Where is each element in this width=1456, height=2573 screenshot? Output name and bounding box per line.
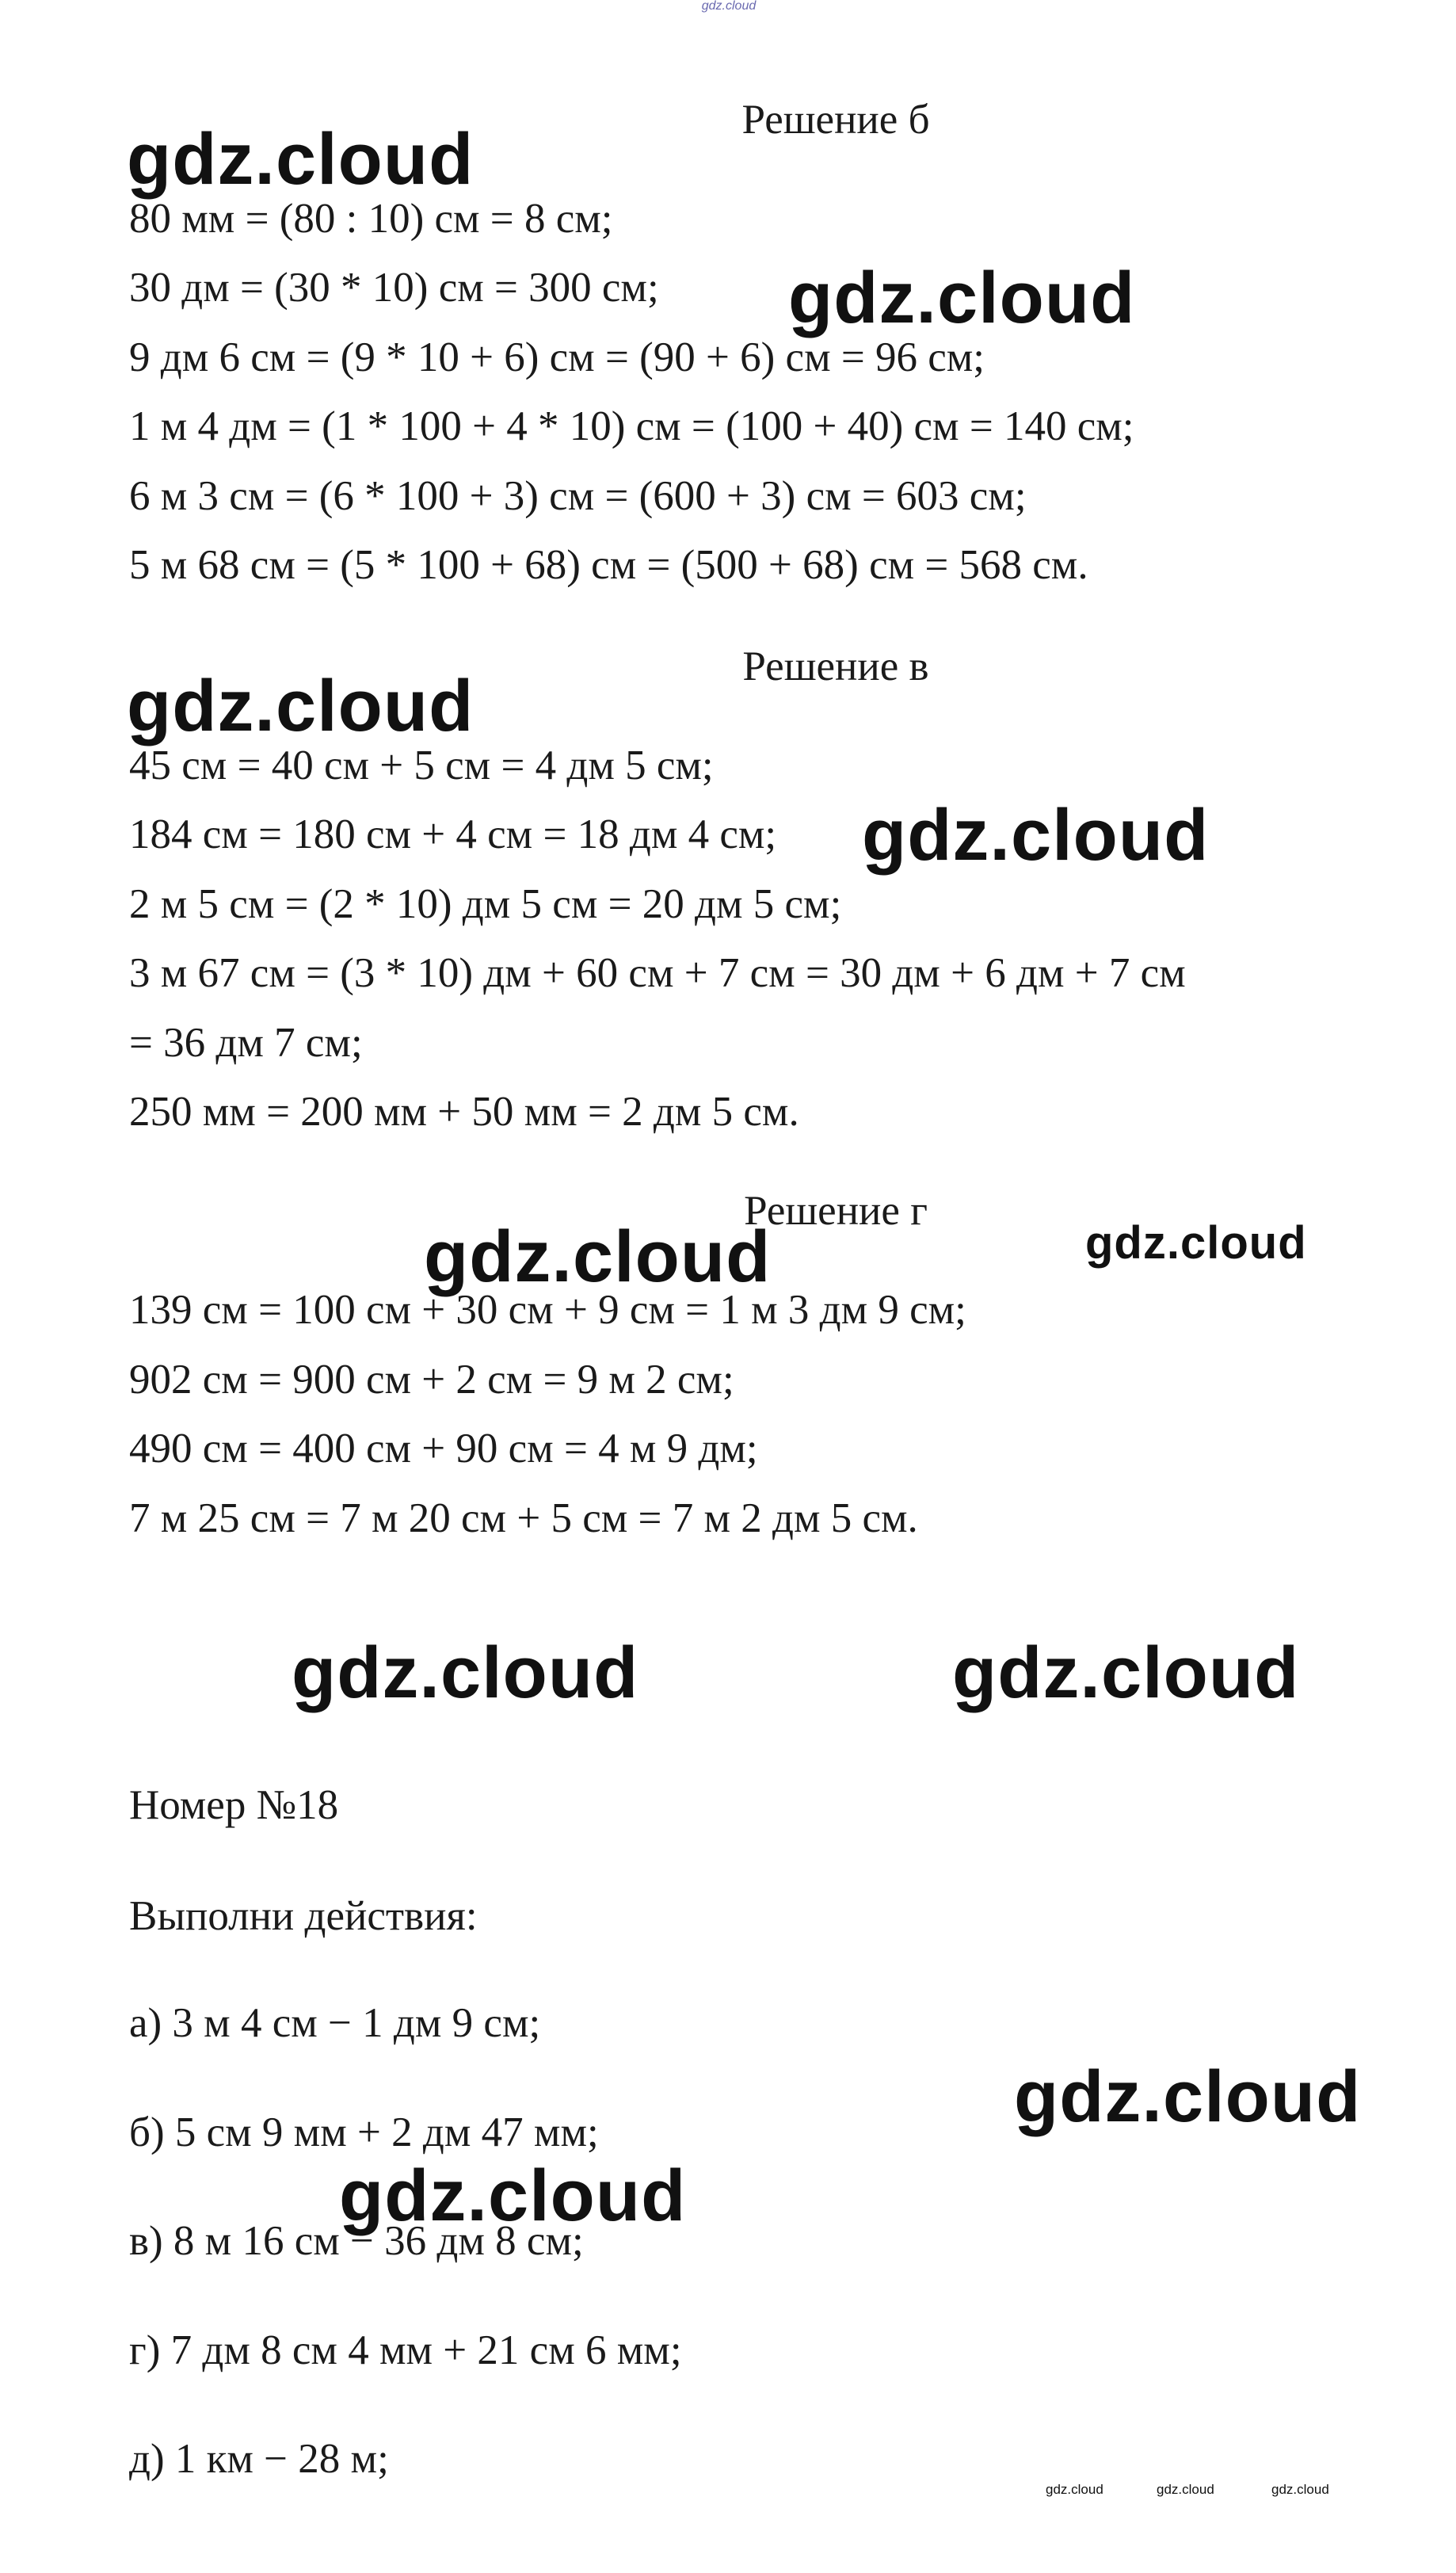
watermark: gdz.cloud	[1046, 2482, 1103, 2497]
solution-b-line: 1 м 4 дм = (1 * 100 + 4 * 10) см = (100 + 40) см = 140 см;	[129, 403, 1134, 449]
solution-b-line: 9 дм 6 см = (9 * 10 + 6) см = (90 + 6) см = 96 см;	[129, 334, 985, 380]
task-number: Номер №18	[129, 1782, 339, 1828]
watermark: gdz.cloud	[339, 2155, 687, 2236]
task-item: в) 8 м 16 см − 36 дм 8 см;	[129, 2218, 584, 2264]
watermark: gdz.cloud	[1014, 2056, 1362, 2137]
solution-g-line: 7 м 25 см = 7 м 20 см + 5 см = 7 м 2 дм 5 см.	[129, 1495, 918, 1541]
task-item: б) 5 см 9 мм + 2 дм 47 мм;	[129, 2109, 599, 2155]
watermark: gdz.cloud	[1085, 1217, 1307, 1269]
task-instruction: Выполни действия:	[129, 1893, 478, 1939]
task-item: д) 1 км − 28 м;	[129, 2436, 389, 2482]
watermark: gdz.cloud	[952, 1632, 1300, 1713]
watermark: gdz.cloud	[127, 119, 475, 200]
solution-b-line: 80 мм = (80 : 10) см = 8 см;	[129, 196, 613, 242]
solution-b-line: 30 дм = (30 * 10) см = 300 см;	[129, 265, 659, 311]
solution-v-line: 45 см = 40 см + 5 см = 4 дм 5 см;	[129, 743, 714, 788]
solution-b-heading: Решение б	[741, 97, 930, 143]
header-watermark: gdz.cloud	[701, 0, 757, 13]
solution-v-heading: Решение в	[742, 643, 929, 689]
task-item: г) 7 дм 8 см 4 мм + 21 см 6 мм;	[129, 2327, 682, 2373]
solution-v-line: 2 м 5 см = (2 * 10) дм 5 см = 20 дм 5 см;	[129, 881, 842, 927]
solution-b-line: 6 м 3 см = (6 * 100 + 3) см = (600 + 3) см = 603 см;	[129, 473, 1027, 519]
watermark: gdz.cloud	[292, 1632, 639, 1713]
watermark: gdz.cloud	[788, 258, 1136, 338]
solution-g-heading: Решение г	[744, 1188, 928, 1234]
task-item: а) 3 м 4 см − 1 дм 9 см;	[129, 2000, 541, 2046]
solution-v-line: 250 мм = 200 мм + 50 мм = 2 дм 5 см.	[129, 1089, 799, 1135]
solution-g-line: 490 см = 400 см + 90 см = 4 м 9 дм;	[129, 1426, 758, 1472]
solution-b-line: 5 м 68 см = (5 * 100 + 68) см = (500 + 68) см = 568 см.	[129, 542, 1088, 588]
solution-g-line: 902 см = 900 см + 2 см = 9 м 2 см;	[129, 1357, 734, 1403]
watermark: gdz.cloud	[862, 795, 1210, 876]
solution-v-line: 3 м 67 см = (3 * 10) дм + 60 см + 7 см = 30 дм + 6 дм + 7 см	[129, 950, 1186, 996]
watermark: gdz.cloud	[424, 1216, 772, 1297]
watermark: gdz.cloud	[1271, 2482, 1329, 2497]
solution-g-line: 139 см = 100 см + 30 см + 9 см = 1 м 3 дм 9 см;	[129, 1287, 966, 1333]
watermark: gdz.cloud	[1157, 2482, 1214, 2497]
solution-v-line: = 36 дм 7 см;	[129, 1020, 363, 1066]
solution-v-line: 184 см = 180 см + 4 см = 18 дм 4 см;	[129, 811, 777, 857]
watermark: gdz.cloud	[127, 666, 475, 746]
